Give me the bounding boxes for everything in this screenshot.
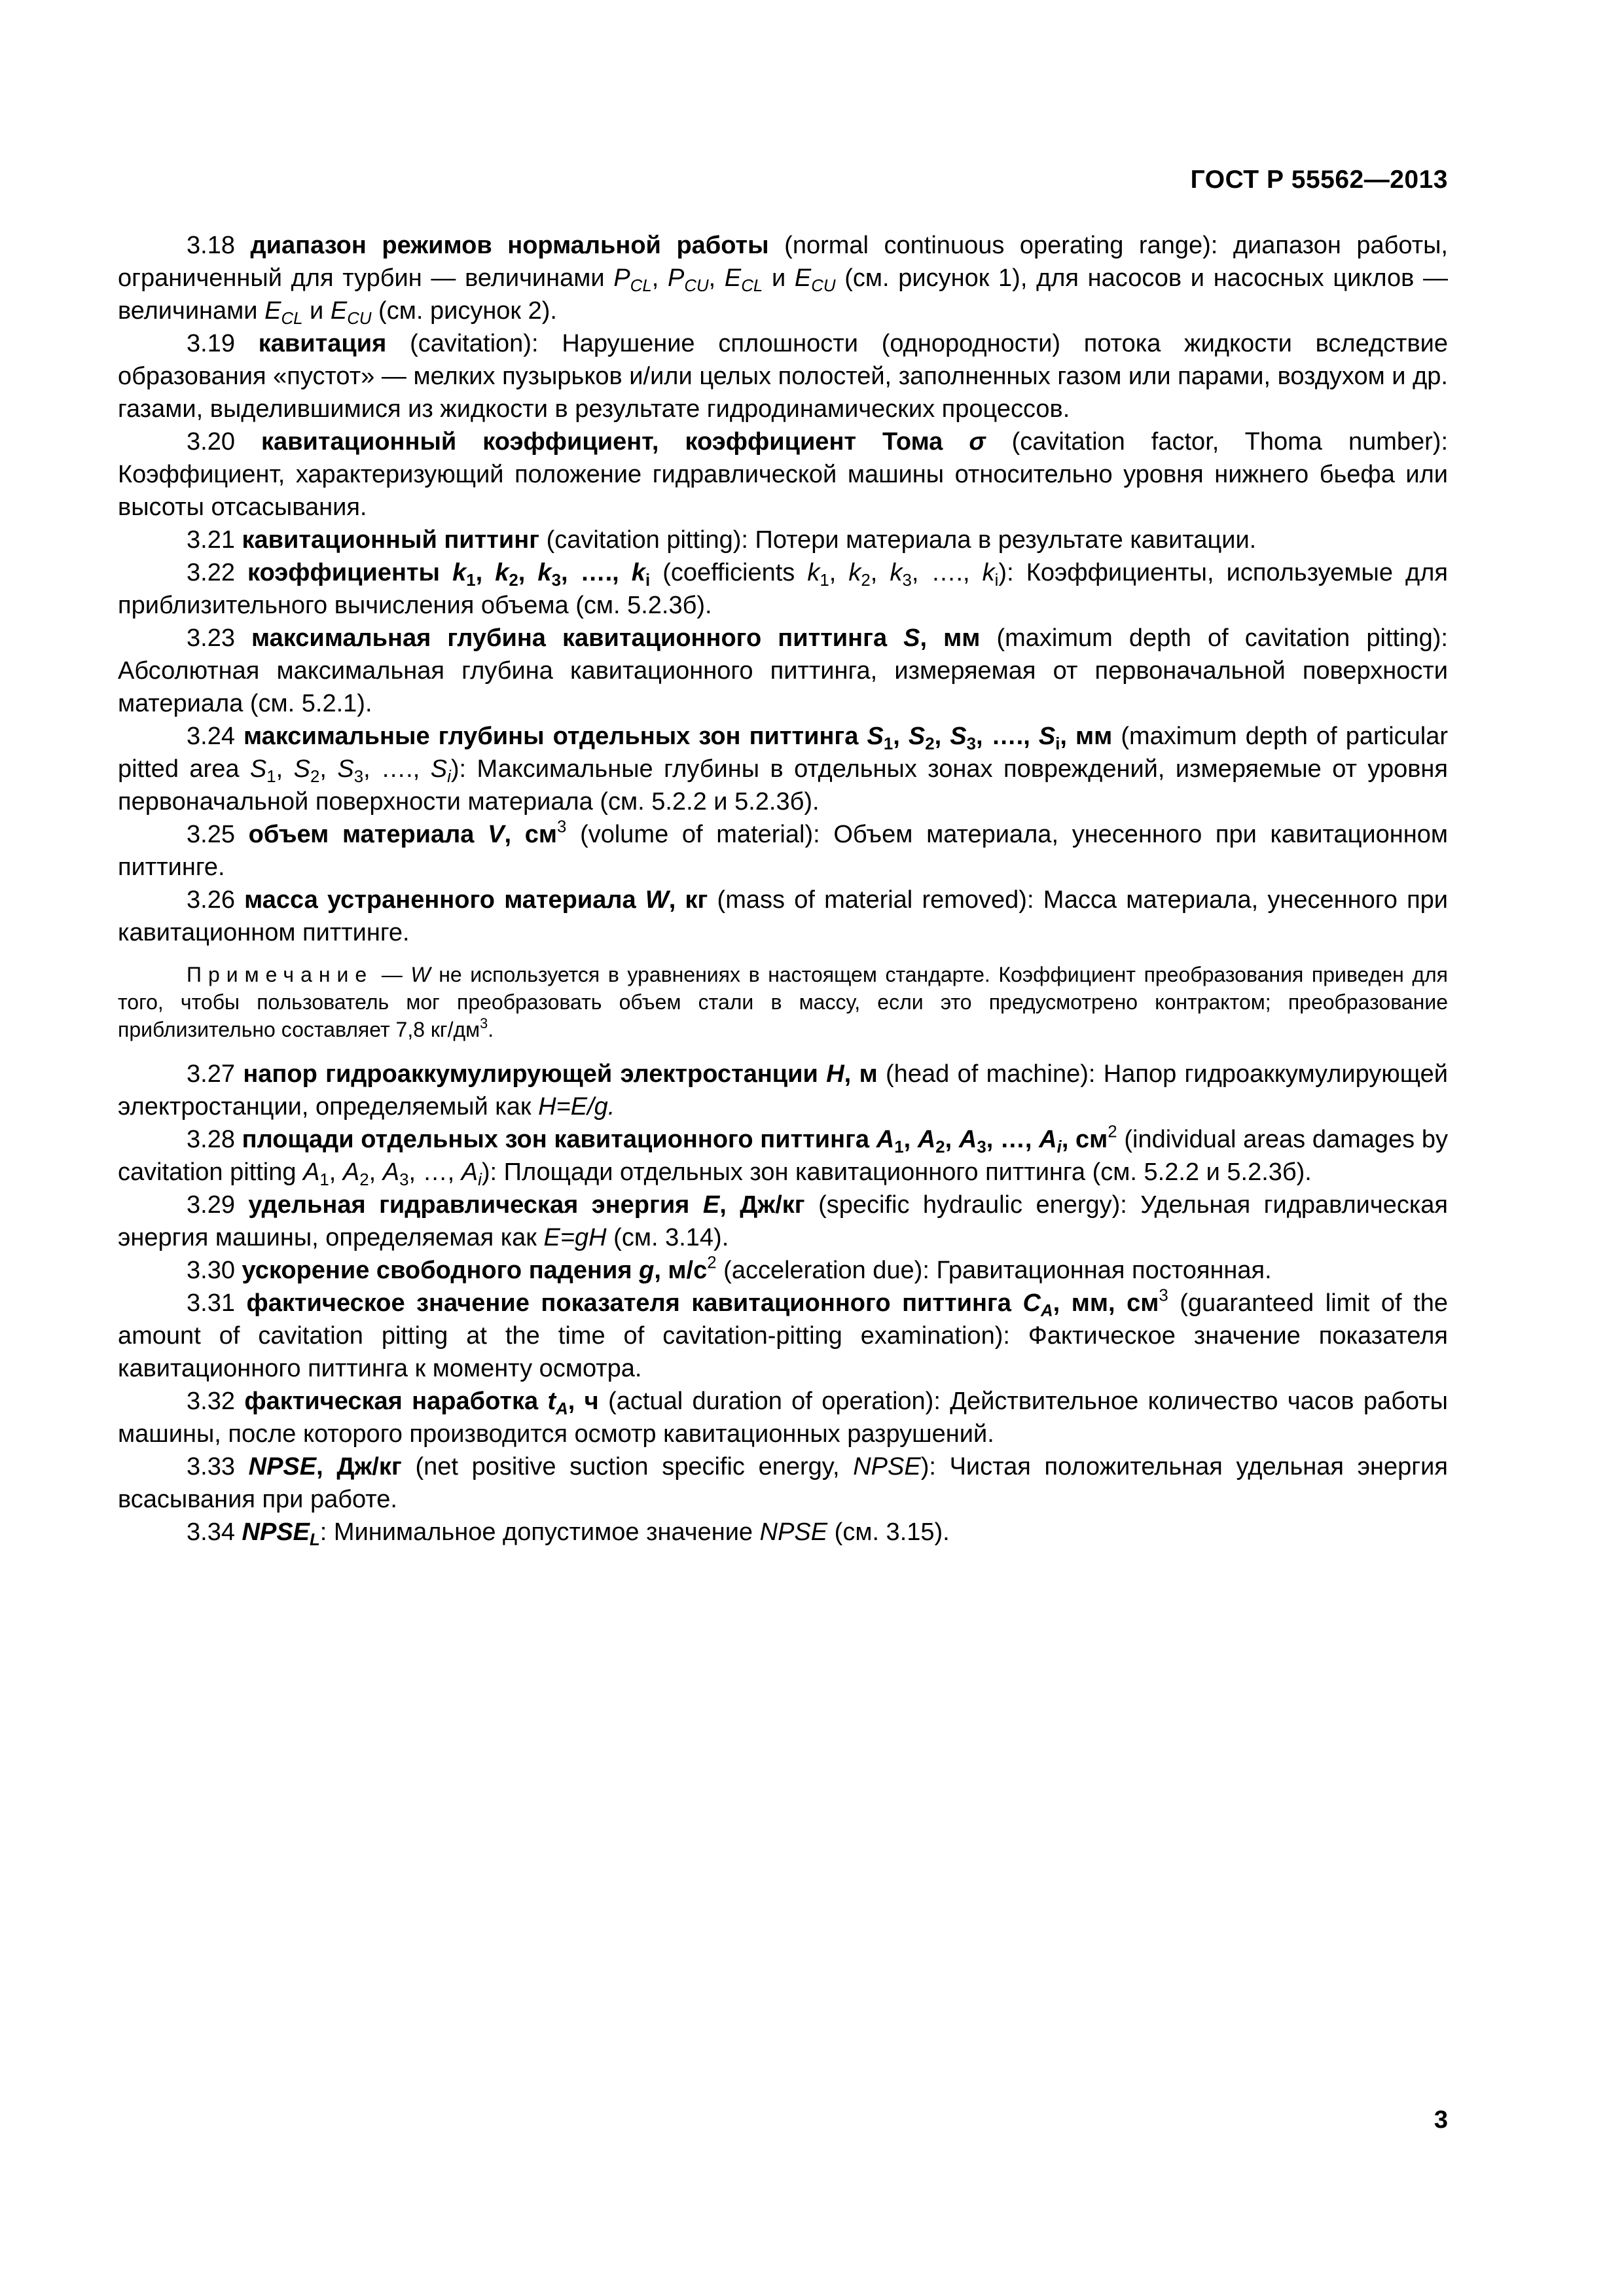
text-run: 3.18 xyxy=(187,232,251,259)
term-text-bold: , …., xyxy=(976,723,1039,750)
text-run: E xyxy=(724,264,742,292)
text-run: 3.29 xyxy=(187,1191,249,1219)
text-run: CL xyxy=(281,309,303,328)
text-run: 3.23 xyxy=(187,624,252,652)
text-run: (maximum depth of particular pitted area xyxy=(118,723,1448,783)
text-run: (net positive suction specific energy, xyxy=(401,1453,854,1480)
text-run: . xyxy=(488,1018,494,1041)
text-run: 1 xyxy=(319,1170,329,1189)
term-text-bold: ускорение свободного падения xyxy=(242,1257,640,1284)
term-paragraph-3-27 xyxy=(118,1058,1448,1123)
term-paragraph-3-24 xyxy=(118,720,1448,818)
term-paragraph-3-21 xyxy=(118,524,1448,556)
term-text-bold: , ч xyxy=(568,1388,599,1415)
term-text-bold: 3 xyxy=(966,734,976,753)
text-run: 3.21 xyxy=(187,526,242,554)
text-run: (guaranteed limit of the amount of cavitation pitting at the time of cavitation-pitting examination): Фактическое значение показателя кавитационного питтинга к моменту осмотра. xyxy=(118,1289,1448,1382)
text-run: 3 xyxy=(1159,1286,1168,1305)
text-run: 3.31 xyxy=(187,1289,247,1317)
term-text-bold: 3 xyxy=(977,1138,986,1157)
text-run: k xyxy=(807,559,820,586)
text-run: ): Чистая положительная удельная энергия всасывания при работе. xyxy=(118,1453,1448,1513)
document-body xyxy=(118,229,1448,1549)
term-text-bold: , мм xyxy=(920,624,981,652)
term-text-bold: t xyxy=(547,1388,556,1415)
page-number: 3 xyxy=(1434,2106,1448,2134)
term-text-bold: , см xyxy=(1061,1126,1108,1153)
text-run: P xyxy=(667,264,685,292)
term-text-bold: 1 xyxy=(883,734,893,753)
text-run: S xyxy=(430,755,448,783)
text-run: ): Коэффициенты, используемые для приблизительного вычисления объема (см. 5.2.3б). xyxy=(118,559,1448,619)
term-paragraph-3-25 xyxy=(118,818,1448,884)
text-run: 3.20 xyxy=(187,428,261,456)
term-text-bold: A xyxy=(876,1126,895,1153)
term-text-bold: A xyxy=(1040,1301,1053,1320)
term-text-bold: k xyxy=(452,559,467,586)
term-paragraph-3-33 xyxy=(118,1450,1448,1516)
text-run: (cavitation): Нарушение сплошности (однородности) потока жидкости вследствие образования «пустот» — мелких пузырьков и/или целых полостей, заполненных газом или парами, воздухом и др. газами, выделившимися из жидкости в результате гидродинамических процессов. xyxy=(118,330,1448,423)
text-run: E xyxy=(264,297,281,325)
text-run: P xyxy=(613,264,630,292)
text-run: , …., xyxy=(911,559,983,586)
text-run: i xyxy=(478,1170,482,1189)
term-text-bold: , Дж/кг xyxy=(316,1453,402,1480)
term-text-bold: , см xyxy=(504,821,557,848)
text-run: 3.24 xyxy=(187,723,244,750)
text-run: 3.28 xyxy=(187,1126,242,1153)
text-run: 3.26 xyxy=(187,886,245,914)
term-text-bold: H xyxy=(826,1060,844,1088)
text-run: 3.19 xyxy=(187,330,259,357)
text-run: (head of machine): Напор гидроаккумулирующей электростанции, определяемый как xyxy=(118,1060,1448,1121)
term-paragraph-3-34 xyxy=(118,1516,1448,1549)
text-run: 2 xyxy=(861,571,871,590)
term-text-bold: напор гидроаккумулирующей электростанции xyxy=(243,1060,827,1088)
term-text-bold: , м/с xyxy=(654,1257,708,1284)
text-run: : Минимальное допустимое значение xyxy=(319,1518,760,1546)
text-run: 3.27 xyxy=(187,1060,244,1088)
term-text-bold: 2 xyxy=(925,734,935,753)
term-paragraph-3-26 xyxy=(118,884,1448,949)
term-paragraph-3-18 xyxy=(118,229,1448,327)
term-text-bold: кавитационный коэффициент, коэффициент Тома xyxy=(261,428,969,456)
term-text-bold: σ xyxy=(969,428,986,456)
term-text-bold: k xyxy=(537,559,552,586)
term-text-bold: NPSE xyxy=(248,1453,317,1480)
text-run: , xyxy=(870,559,890,586)
term-text-bold: A xyxy=(1039,1126,1057,1153)
term-text-bold: , кг xyxy=(668,886,708,914)
text-run: S xyxy=(249,755,267,783)
text-run: , xyxy=(319,755,338,783)
term-text-bold: кавитационный питтинг xyxy=(242,526,540,554)
term-text-bold: A xyxy=(958,1126,977,1153)
text-run: (specific hydraulic energy): Удельная гидравлическая энергия машины, определяемая как xyxy=(118,1191,1448,1251)
text-run: , xyxy=(276,755,294,783)
term-text-bold: , xyxy=(903,1126,918,1153)
term-text-bold: S xyxy=(908,723,926,750)
text-run: i xyxy=(994,571,999,590)
term-paragraph-3-30 xyxy=(118,1254,1448,1287)
term-paragraph-3-19 xyxy=(118,327,1448,425)
term-text-bold: g xyxy=(639,1257,655,1284)
term-text-bold: фактическое значение показателя кавитационного питтинга xyxy=(246,1289,1023,1317)
term-text-bold: 2 xyxy=(509,571,518,590)
document-code-header: ГОСТ Р 55562—2013 xyxy=(1190,166,1448,194)
text-run: S xyxy=(293,755,311,783)
term-text-bold: объем материала xyxy=(248,821,488,848)
term-text-bold: кавитация xyxy=(258,330,387,357)
term-text-bold: S xyxy=(950,723,967,750)
text-run: k xyxy=(890,559,903,586)
text-run: (individual areas damages by cavitation pitting xyxy=(118,1126,1448,1186)
text-run: S xyxy=(337,755,354,783)
text-run: 1 xyxy=(266,767,276,786)
term-text-bold: S xyxy=(867,723,884,750)
text-run: k xyxy=(848,559,861,586)
term-text-bold: площади отдельных зон кавитационного питтинга xyxy=(242,1126,876,1153)
text-run: 3.30 xyxy=(187,1257,242,1284)
term-text-bold: , xyxy=(475,559,496,586)
term-text-bold: S xyxy=(1038,723,1056,750)
text-run: 3.34 xyxy=(187,1518,242,1546)
term-text-bold: NPSE xyxy=(242,1518,310,1546)
term-paragraph-3-23 xyxy=(118,622,1448,720)
text-run: H=E/g. xyxy=(538,1093,615,1121)
text-run: , xyxy=(829,559,849,586)
text-run: 1 xyxy=(820,571,829,590)
term-text-bold: 2 xyxy=(935,1138,945,1157)
text-run: A xyxy=(382,1158,400,1186)
term-text-bold: , м xyxy=(844,1060,878,1088)
term-text-bold: , мм xyxy=(1060,723,1113,750)
text-run: (см. рисунок 2). xyxy=(371,297,557,325)
text-run: (acceleration due): Гравитационная постоянная. xyxy=(716,1257,1272,1284)
term-text-bold: W xyxy=(645,886,669,914)
text-run: и xyxy=(763,264,795,292)
text-run: , xyxy=(708,264,725,292)
term-paragraph-3-32 xyxy=(118,1385,1448,1450)
term-text-bold: i xyxy=(1055,734,1060,753)
term-text-bold: k xyxy=(495,559,509,586)
term-text-bold: , Дж/кг xyxy=(719,1191,805,1219)
text-run: 3.32 xyxy=(187,1388,245,1415)
text-run: 2 xyxy=(707,1253,717,1272)
term-text-bold: , xyxy=(893,723,909,750)
text-run: (coefficients xyxy=(650,559,808,586)
text-run: , xyxy=(329,1158,343,1186)
text-run: , xyxy=(651,264,668,292)
term-text-bold: 1 xyxy=(466,571,476,590)
text-run: , …., xyxy=(363,755,431,783)
text-run: NPSE xyxy=(853,1453,921,1480)
text-run: CL xyxy=(630,276,652,295)
text-run: 3 xyxy=(399,1170,409,1189)
term-paragraph-3-31 xyxy=(118,1287,1448,1385)
term-text-bold: удельная гидравлическая энергия xyxy=(248,1191,703,1219)
term-text-bold: 3 xyxy=(551,571,561,590)
note-label: Примечание xyxy=(187,963,374,986)
text-run: ): Максимальные глубины в отдельных зонах повреждений, измеряемые от уровня первоначальной поверхности материала (см. 5.2.2 и 5.2.3б). xyxy=(118,755,1448,816)
text-run: A xyxy=(342,1158,360,1186)
text-run: 3.25 xyxy=(187,821,249,848)
term-text-bold: 1 xyxy=(894,1138,904,1157)
text-run: (cavitation pitting): Потери материала в результате кавитации. xyxy=(539,526,1257,554)
text-run: (actual duration of operation): Действительное количество часов работы машины, после которого производится осмотр кавитационных разрушений. xyxy=(118,1388,1448,1448)
text-run: (normal continuous operating range): диапазон работы, ограниченный для турбин — величинами xyxy=(118,232,1448,292)
text-run: 3 xyxy=(902,571,912,590)
term-text-bold: , мм, см xyxy=(1053,1289,1159,1317)
term-text-bold: V xyxy=(488,821,505,848)
text-run: CL xyxy=(741,276,763,295)
term-paragraph-3-22 xyxy=(118,556,1448,622)
text-run: (см. 3.15). xyxy=(827,1518,950,1546)
text-run: , xyxy=(369,1158,383,1186)
text-run: ): Площади отдельных зон кавитационного питтинга (см. 5.2.2 и 5.2.3б). xyxy=(481,1158,1312,1186)
text-run: 3 xyxy=(480,1014,488,1031)
text-run: 2 xyxy=(1108,1122,1117,1141)
text-run: NPSE xyxy=(759,1518,828,1546)
term-text-bold: , xyxy=(945,1126,959,1153)
text-run: E xyxy=(330,297,348,325)
text-run: (см. 3.14). xyxy=(606,1224,729,1251)
text-run: и xyxy=(302,297,331,325)
term-text-bold: S xyxy=(903,624,920,652)
text-run: не используется в уравнениях в настоящем стандарте. Коэффициент преобразования приведен для того, чтобы пользователь мог преобразовать объем стали в массу, если это предусмотрено контрактом; преобразование приблизительно составляет 7,8 кг/дм xyxy=(118,963,1449,1041)
text-run: i xyxy=(447,767,451,786)
text-run: A xyxy=(461,1158,478,1186)
term-text-bold: масса устраненного материала xyxy=(244,886,645,914)
text-run: (см. рисунок 1), для насосов и насосных циклов — величинами xyxy=(118,264,1449,325)
text-run: CU xyxy=(347,309,372,328)
text-run: 3.33 xyxy=(187,1453,249,1480)
term-text-bold: , …, xyxy=(986,1126,1039,1153)
term-text-bold: A xyxy=(917,1126,936,1153)
text-run: (mass of material removed): Масса материала, унесенного при кавитационном питтинге. xyxy=(118,886,1449,946)
term-text-bold: L xyxy=(310,1530,320,1549)
term-text-bold: , …., xyxy=(560,559,632,586)
term-text-bold: A xyxy=(556,1399,568,1418)
note-paragraph xyxy=(118,961,1448,1043)
term-text-bold: , xyxy=(934,723,950,750)
text-run: (volume of material): Объем материала, унесенного при кавитационном питтинге. xyxy=(118,821,1448,881)
term-paragraph-3-28 xyxy=(118,1123,1448,1189)
text-run: E xyxy=(794,264,812,292)
term-text-bold: C xyxy=(1022,1289,1041,1317)
text-run: E=gH xyxy=(543,1224,607,1251)
text-run: 2 xyxy=(359,1170,369,1189)
term-text-bold: k xyxy=(631,559,645,586)
text-run: CU xyxy=(811,276,836,295)
term-text-bold: диапазон режимов нормальной работы xyxy=(250,232,769,259)
text-run: 3 xyxy=(557,817,567,836)
term-paragraph-3-20 xyxy=(118,425,1448,524)
text-run: 3 xyxy=(353,767,364,786)
text-run: — xyxy=(373,963,411,986)
term-text-bold: E xyxy=(702,1191,720,1219)
term-paragraph-3-29 xyxy=(118,1189,1448,1254)
text-run: 2 xyxy=(310,767,320,786)
term-text-bold: коэффициенты xyxy=(247,559,453,586)
text-run: , …, xyxy=(408,1158,461,1186)
text-run: CU xyxy=(684,276,709,295)
term-text-bold: максимальные глубины отдельных зон питтинга xyxy=(244,723,867,750)
text-run: 3.22 xyxy=(187,559,248,586)
term-text-bold: максимальная глубина кавитационного питтинга xyxy=(251,624,904,652)
text-run: (cavitation factor, Thoma number): Коэффициент, характеризующий положение гидравлической машины относительно уровня нижнего бьефа или высоты отсасывания. xyxy=(118,428,1448,521)
text-run: k xyxy=(982,559,995,586)
term-text-bold: i xyxy=(1056,1138,1062,1157)
text-run: (maximum depth of cavitation pitting): Абсолютная максимальная глубина кавитационного питтинга, измеряемая от первоначальной поверхности материала (см. 5.2.1). xyxy=(118,624,1448,717)
term-text-bold: , xyxy=(518,559,538,586)
term-text-bold: фактическая наработка xyxy=(244,1388,548,1415)
term-text-bold: i xyxy=(645,571,651,590)
text-run: W xyxy=(410,963,431,986)
text-run: A xyxy=(303,1158,320,1186)
